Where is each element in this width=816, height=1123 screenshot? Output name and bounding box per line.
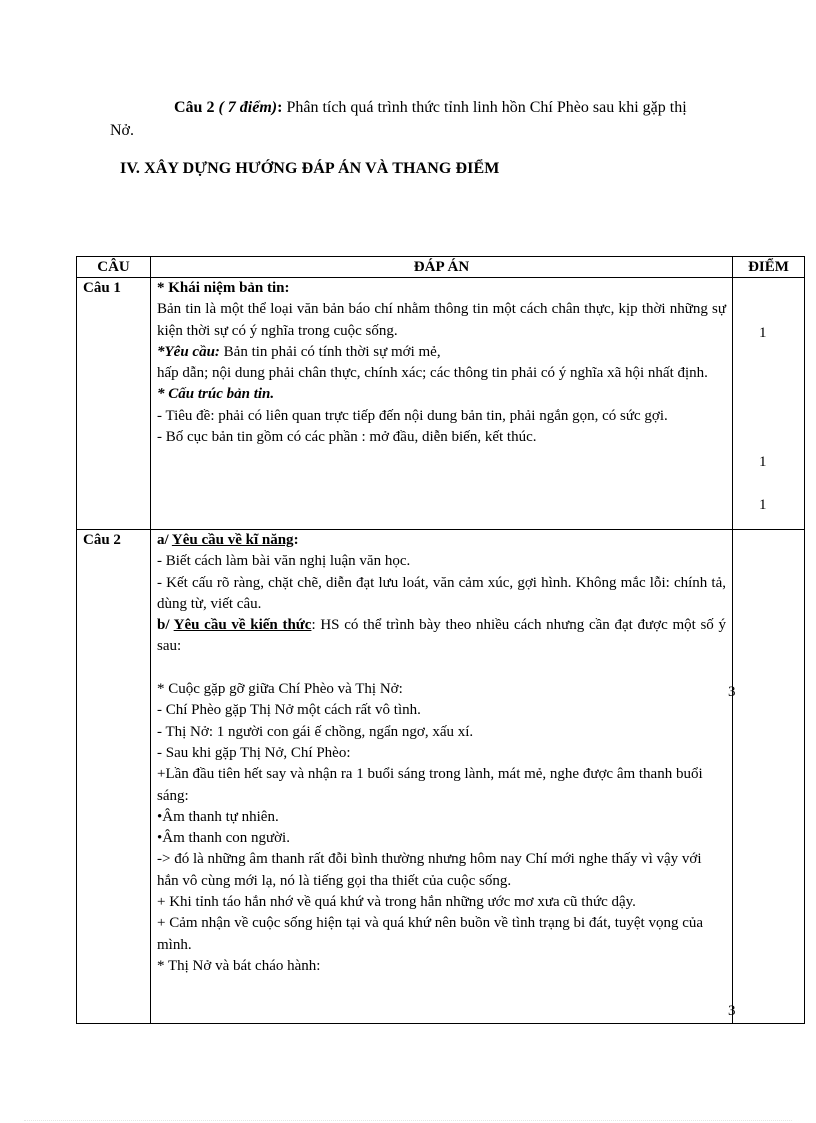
question-2-label: Câu 2 — [174, 99, 215, 116]
skill-prefix: a/ — [157, 532, 172, 548]
content-item: - Chí Phèo gặp Thị Nở một cách rất vô tình. — [157, 702, 421, 719]
structure-layout: - Bố cục bản tin gồm có các phần : mở đầu, diễn biến, kết thúc. — [157, 429, 537, 446]
structure-heading: * Cấu trúc bản tin. — [157, 386, 275, 403]
points-value: 1 — [759, 325, 767, 341]
concept-text: Bản tin là một thể loại văn bản báo chí nhằm thông tin một cách chân thực, kịp thời những sự kiện thời sự có ý nghĩa trong cuộc sống. — [157, 301, 726, 339]
row-points-2 — [728, 530, 805, 1024]
row-cau-2: Câu 2 — [77, 530, 151, 1024]
skill-colon: : — [293, 532, 299, 548]
row-answer-1 — [151, 278, 733, 530]
content-item: -> đó là những âm thanh rất đỗi bình thường nhưng hôm nay Chí mới nghe thấy vì vậy với hắn vô cùng mới lạ, nó là tiếng gọi tha thiết của cuộc sống. — [157, 851, 702, 889]
knowledge-text: : HS có thể trình bày theo nhiều cách nhưng cần đạt được một số ý sau: — [157, 617, 727, 655]
skill-title: Yêu cầu về kĩ năng — [171, 532, 294, 548]
content-item: + Cảm nhận về cuộc sống hiện tại và quá khứ nên buồn về tình trạng bi đát, tuyệt vọng của mình. — [157, 915, 704, 953]
knowledge-prefix: b/ — [157, 617, 174, 634]
concept-heading: * Khái niệm bản tin: — [157, 280, 290, 296]
table-row — [77, 530, 805, 1024]
question-2-text-cont: Nở. — [110, 122, 135, 139]
knowledge-title: Yêu cầu về kiến thức — [173, 617, 312, 634]
content-item: +Lần đầu tiên hết say và nhận ra 1 buổi sáng trong lành, mát mẻ, nghe được âm thanh buổi sáng: — [157, 766, 703, 804]
skill-item: - Kết cấu rõ ràng, chặt chẽ, diễn đạt lưu loát, văn cảm xúc, gợi hình. Không mắc lỗi: chính tả, dùng từ, viết câu. — [157, 574, 726, 612]
content-item: * Cuộc gặp gỡ giữa Chí Phèo và Thị Nở: — [157, 681, 403, 698]
points-value: 3 — [728, 1003, 736, 1019]
page-bottom-divider — [24, 1120, 792, 1121]
header-dap-an: ĐÁP ÁN — [151, 257, 733, 278]
content-item: - Thị Nở: 1 người con gái ế chồng, ngẩn ngơ, xấu xí. — [157, 723, 474, 740]
question-2 — [110, 96, 795, 142]
answer-table — [76, 256, 805, 1024]
requirement-text-cont: hấp dẫn; nội dung phải chân thực, chính xác; các thông tin phải có ý nghĩa xã hội nhất định. — [157, 365, 708, 382]
row-answer-2 — [151, 530, 733, 1024]
question-2-colon: : — [277, 99, 283, 116]
row-cau-1: Câu 1 — [77, 278, 151, 530]
content-item: + Khi tỉnh táo hắn nhớ về quá khứ và trong hắn những ước mơ xưa cũ thức dậy. — [157, 894, 636, 911]
requirement-text: Bản tin phải có tính thời sự mới mẻ, — [219, 343, 441, 360]
content-item: •Âm thanh tự nhiên. — [157, 808, 279, 825]
section-heading: IV. XÂY DỰNG HƯỚNG ĐÁP ÁN VÀ THANG ĐIỂM — [120, 160, 500, 177]
skill-item: - Biết cách làm bài văn nghị luận văn học. — [157, 553, 411, 570]
points-value: 1 — [759, 497, 767, 513]
structure-title: - Tiêu đề: phải có liên quan trực tiếp đến nội dung bản tin, phải ngắn gọn, có sức gợi. — [157, 407, 668, 424]
question-2-text: Phân tích quá trình thức tỉnh linh hồn Chí Phèo sau khi gặp thị — [282, 99, 687, 116]
row-points-1 — [733, 278, 805, 530]
content-item: •Âm thanh con người. — [157, 830, 290, 847]
content-item: * Thị Nở và bát cháo hành: — [157, 957, 321, 974]
content-item: - Sau khi gặp Thị Nở, Chí Phèo: — [157, 744, 351, 761]
header-cau: CÂU — [77, 257, 151, 278]
header-diem: ĐIỂM — [733, 257, 805, 278]
points-value: 1 — [759, 454, 767, 470]
points-value: 3 — [728, 684, 736, 700]
table-header-row — [77, 257, 805, 278]
requirement-label: *Yêu cầu: — [157, 343, 220, 360]
question-2-points: ( 7 điểm) — [218, 99, 278, 116]
table-row — [77, 278, 805, 530]
